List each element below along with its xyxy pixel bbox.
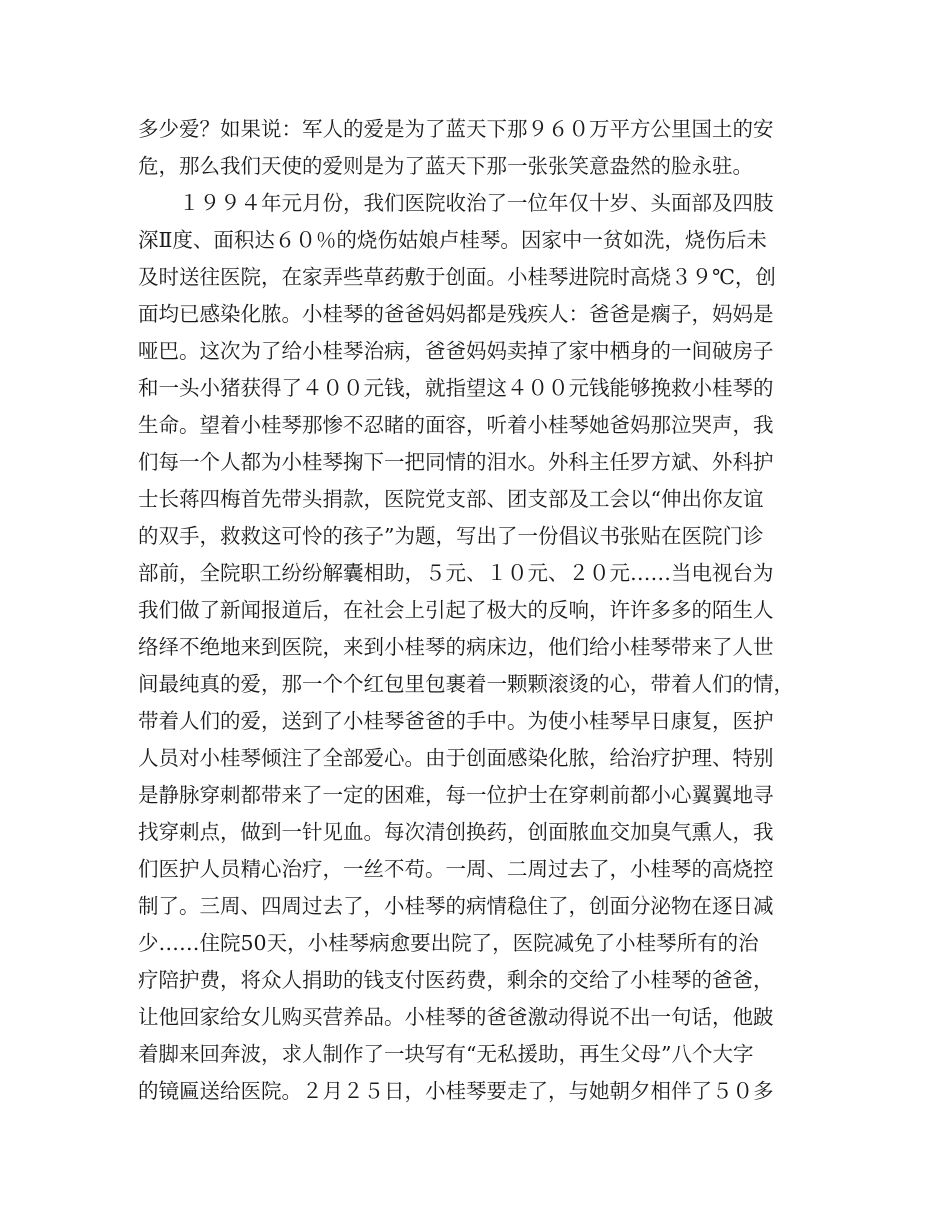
text-line: 及时送往医院，在家弄些草药敷于创面。小桂琴进院时高烧３９℃，创 xyxy=(138,265,776,289)
text-line: 部前，全院职工纷纷解囊相助，５元、１０元、２０元……当电视台为 xyxy=(138,561,774,585)
text-line: 人员对小桂琴倾注了全部爱心。由于创面感染化脓，给治疗护理、特别 xyxy=(138,746,774,770)
text-line: 带着人们的爱，送到了小桂琴爸爸的手中。为使小桂琴早日康复，医护 xyxy=(138,709,774,733)
text-line: 危，那么我们天使的爱则是为了蓝天下那一张张笑意盎然的脸永驻。 xyxy=(138,154,753,178)
text-line: 找穿刺点，做到一针见血。每次清创换药，创面脓血交加臭气熏人，我 xyxy=(138,820,774,844)
text-line: 疗陪护费，将众人捐助的钱支付医药费，剩余的交给了小桂琴的爸爸， xyxy=(138,968,774,992)
text-line: 士长蒋四梅首先带头捐款，医院党支部、团支部及工会以“伸出你友谊 xyxy=(138,487,764,511)
text-line: 是静脉穿刺都带来了一定的困难，每一位护士在穿刺前都小心翼翼地寻 xyxy=(138,783,774,807)
text-line: 生命。望着小桂琴那惨不忍睹的面容，听着小桂琴她爸妈那泣哭声，我 xyxy=(138,413,774,437)
text-line: 让他回家给女儿购买营养品。小桂琴的爸爸激动得说不出一句话，他跛 xyxy=(138,1005,774,1029)
text-line: 制了。三周、四周过去了，小桂琴的病情稳住了，创面分泌物在逐日减 xyxy=(138,894,774,918)
text-line: 和一头小猪获得了４００元钱，就指望这４００元钱能够挽救小桂琴的 xyxy=(138,376,774,400)
text-line: 我们做了新闻报道后，在社会上引起了极大的反响，许许多多的陌生人 xyxy=(138,598,774,622)
text-line: 络绎不绝地来到医院，来到小桂琴的病床边，他们给小桂琴带来了人世 xyxy=(138,635,774,659)
text-line: 哑巴。这次为了给小桂琴治病，爸爸妈妈卖掉了家中栖身的一间破房子 xyxy=(138,339,774,363)
text-line: 们医护人员精心治疗，一丝不苟。一周、二周过去了，小桂琴的高烧控 xyxy=(138,857,774,881)
text-line: 们每一个人都为小桂琴掬下一把同情的泪水。外科主任罗方斌、外科护 xyxy=(138,450,774,474)
text-line: 多少爱？如果说：军人的爱是为了蓝天下那９６０万平方公里国土的安 xyxy=(138,117,774,141)
text-line: 深Ⅱ度、面积达６０％的烧伤姑娘卢桂琴。因家中一贫如洗，烧伤后未 xyxy=(138,228,767,252)
text-line: 少……住院50天，小桂琴病愈要出院了，医院减免了小桂琴所有的治 xyxy=(138,931,759,955)
body-text xyxy=(138,111,818,1110)
text-line: 面均已感染化脓。小桂琴的爸爸妈妈都是残疾人：爸爸是瘸子，妈妈是 xyxy=(138,302,774,326)
paragraph-start-line: １９９４年元月份，我们医院收治了一位年仅十岁、头面部及四肢 xyxy=(138,191,774,215)
text-line: 的镜匾送给医院。２月２５日，小桂琴要走了，与她朝夕相伴了５０多 xyxy=(138,1079,774,1103)
text-line: 的双手，救救这可怜的孩子”为题，写出了一份倡议书张贴在医院门诊 xyxy=(138,524,764,548)
text-line: 间最纯真的爱，那一个个红包里包裹着一颗颗滚烫的心，带着人们的情， xyxy=(138,672,794,696)
text-line: 着脚来回奔波，求人制作了一块写有“无私援助，再生父母”八个大字 xyxy=(138,1042,754,1066)
